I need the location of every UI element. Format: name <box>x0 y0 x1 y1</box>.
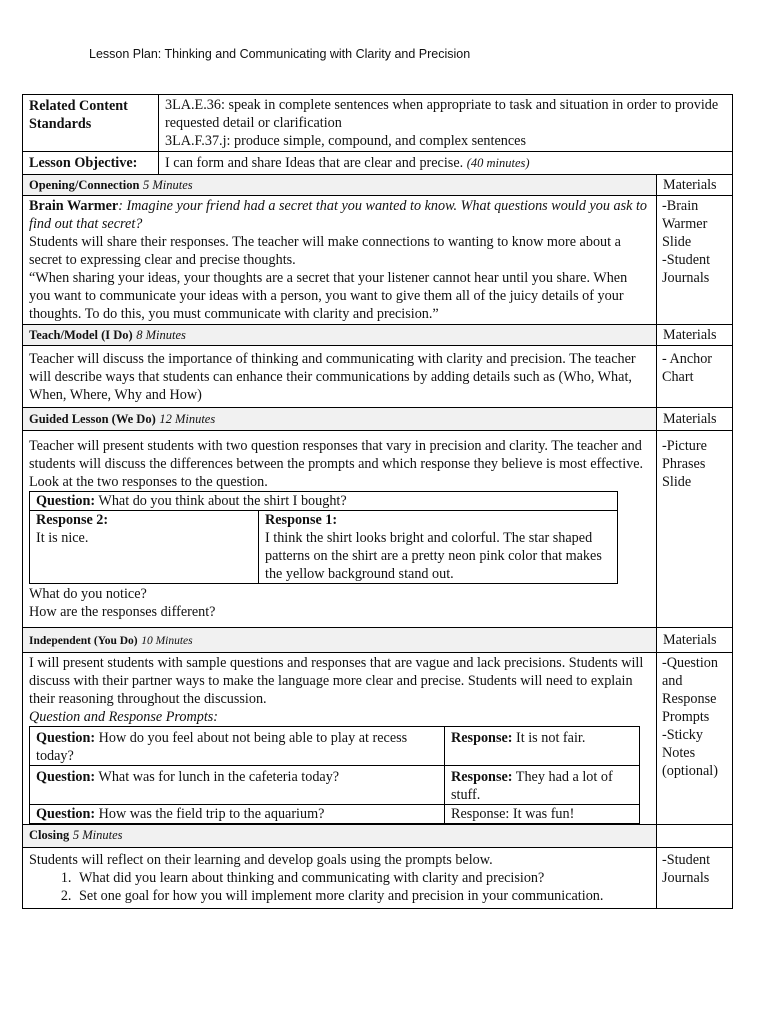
opening-materials-label: Materials <box>657 175 733 196</box>
standards-label: Related Content Standards <box>23 95 159 152</box>
prompt-response-label: Response: <box>451 730 513 746</box>
teach-body <box>23 346 657 408</box>
guided-header <box>23 408 657 431</box>
prompt-row <box>30 805 640 824</box>
brain-warmer <box>29 197 650 233</box>
teach-materials <box>657 346 733 408</box>
shirt-question-label: Question: <box>36 493 96 509</box>
response-2-cell <box>30 511 259 584</box>
independent-time: 10 Minutes <box>141 635 193 647</box>
prompts-table <box>29 726 640 824</box>
teach-text: Teacher will discuss the importance of thinking and communicating with clarity and precision. The teacher will describe ways that students can enhance their communications by adding details such as (Who, What, When, Where, Why and How) <box>29 351 636 403</box>
closing-title: Closing <box>29 828 70 842</box>
standard-1: 3LA.E.36: speak in complete sentences when appropriate to task and situation in order to provide requested detail or clarification <box>165 97 719 131</box>
material-item: -Brain Warmer Slide <box>662 198 708 250</box>
response-2-label: Response 2: <box>36 512 109 528</box>
teach-header-row <box>23 325 733 346</box>
closing-materials-header <box>657 825 733 848</box>
standards-text <box>159 95 733 152</box>
shirt-question-text: What do you think about the shirt I bought? <box>98 493 347 509</box>
independent-title: Independent (You Do) <box>29 635 138 647</box>
objective-time: (40 minutes) <box>466 156 530 170</box>
opening-body-row <box>23 196 733 325</box>
teach-title: Teach/Model (I Do) <box>29 328 133 342</box>
response-1-text: I think the shirt looks bright and colorful. The star shaped patterns on the shirt are a pretty neon pink color that makes the yellow background stand out. <box>265 530 602 582</box>
opening-materials <box>657 196 733 325</box>
shirt-question-table <box>29 491 618 584</box>
closing-time: 5 Minutes <box>72 828 123 842</box>
teach-time: 8 Minutes <box>136 328 186 342</box>
prompt-question-label: Question: <box>36 769 96 785</box>
prompt-row <box>30 727 640 766</box>
closing-body <box>23 848 657 909</box>
guided-body <box>23 431 657 628</box>
guided-different: How are the responses different? <box>29 604 216 620</box>
guided-body-row <box>23 431 733 628</box>
independent-body <box>23 653 657 825</box>
material-item: -Student Journals <box>662 252 711 286</box>
standards-row <box>23 95 733 152</box>
prompt-response <box>445 766 640 805</box>
objective-text <box>159 152 733 175</box>
guided-materials-label: Materials <box>657 408 733 431</box>
independent-materials-label: Materials <box>657 628 733 653</box>
guided-notice: What do you notice? <box>29 586 147 602</box>
material-item: - Anchor Chart <box>662 351 713 385</box>
opening-time: 5 Minutes <box>142 178 193 192</box>
opening-body <box>23 196 657 325</box>
response-1-cell <box>259 511 618 584</box>
lesson-plan-table <box>22 94 733 909</box>
independent-header <box>23 628 657 653</box>
prompt-response-plain: Response: It was fun! <box>445 805 640 824</box>
closing-header <box>23 825 657 848</box>
document-title: Lesson Plan: Thinking and Communicating with Clarity and Precision <box>89 47 471 61</box>
prompt-response <box>445 727 640 766</box>
guided-look: Look at the two responses to the question. <box>29 474 268 490</box>
material-item: -Student Journals <box>662 852 711 886</box>
independent-intro: I will present students with sample questions and responses that are vague and lack precisions. Students will discuss with their partner ways to make the language more clear and precise. Students will need to explain their reasoning throughout the discussion. <box>29 655 644 707</box>
closing-item: 2. Set one goal for how you will implement more clarity and precision in your communication. <box>75 887 650 905</box>
brain-warmer-prompt: : Imagine your friend had a secret that you wanted to know. What questions would you ask to find out that secret? <box>29 198 647 232</box>
guided-title: Guided Lesson (We Do) <box>29 412 156 426</box>
prompt-response-text: It is not fair. <box>516 730 586 746</box>
prompt-response-text: They had a lot of stuff. <box>451 769 613 803</box>
guided-intro: Teacher will present students with two question responses that vary in precision and clarity. The teacher and students will discuss the differences between the prompts and which response they believe is most effective. <box>29 438 644 472</box>
prompt-question-label: Question: <box>36 730 96 746</box>
material-item: -Picture Phrases Slide <box>662 438 707 490</box>
shirt-question-cell <box>30 492 618 511</box>
closing-materials <box>657 848 733 909</box>
prompt-question-label: Question: <box>36 806 96 822</box>
prompt-question <box>30 766 445 805</box>
opening-para-2: “When sharing your ideas, your thoughts are a secret that your listener cannot hear until you share. When you want to communicate your ideas with a person, you want to give them all of the juicy details of your thoughts. To do this, you must communicate with clarity and precision.” <box>29 270 628 322</box>
closing-list <box>29 869 650 905</box>
standard-2: 3LA.F.37.j: produce simple, compound, and complex sentences <box>165 133 526 149</box>
closing-header-row <box>23 825 733 848</box>
closing-body-row <box>23 848 733 909</box>
teach-materials-label: Materials <box>657 325 733 346</box>
opening-header-row <box>23 175 733 196</box>
brain-warmer-label: Brain Warmer <box>29 198 119 214</box>
independent-body-row <box>23 653 733 825</box>
opening-header <box>23 175 657 196</box>
response-1-label: Response 1: <box>265 512 338 528</box>
guided-header-row <box>23 408 733 431</box>
prompt-question <box>30 727 445 766</box>
objective-row <box>23 152 733 175</box>
guided-time: 12 Minutes <box>159 412 216 426</box>
prompts-heading: Question and Response Prompts: <box>29 709 219 725</box>
prompt-question-text: What was for lunch in the cafeteria today? <box>98 769 340 785</box>
prompt-question-text: How was the field trip to the aquarium? <box>98 806 325 822</box>
objective-statement: I can form and share Ideas that are clear and precise. <box>165 155 464 171</box>
closing-item: 1. What did you learn about thinking and communicating with clarity and precision? <box>75 869 650 887</box>
prompt-response-label: Response: <box>451 769 513 785</box>
objective-label: Lesson Objective: <box>23 152 159 175</box>
material-item: -Question and Response Prompts <box>662 655 718 725</box>
prompt-row <box>30 766 640 805</box>
response-2-text: It is nice. <box>36 530 89 546</box>
shirt-responses-row <box>30 511 618 584</box>
prompt-question <box>30 805 445 824</box>
prompt-question-text: How do you feel about not being able to play at recess today? <box>36 730 408 764</box>
material-item: -Sticky Notes (optional) <box>662 727 718 779</box>
opening-para-1: Students will share their responses. The teacher will make connections to wanting to know more about a secret to expressing clear and precise thoughts. <box>29 234 621 268</box>
shirt-question-row <box>30 492 618 511</box>
independent-header-row <box>23 628 733 653</box>
independent-materials <box>657 653 733 825</box>
closing-intro: Students will reflect on their learning and develop goals using the prompts below. <box>29 852 493 868</box>
teach-body-row <box>23 346 733 408</box>
lesson-plan-page <box>22 94 732 909</box>
guided-materials <box>657 431 733 628</box>
opening-title: Opening/Connection <box>29 178 140 192</box>
teach-header <box>23 325 657 346</box>
